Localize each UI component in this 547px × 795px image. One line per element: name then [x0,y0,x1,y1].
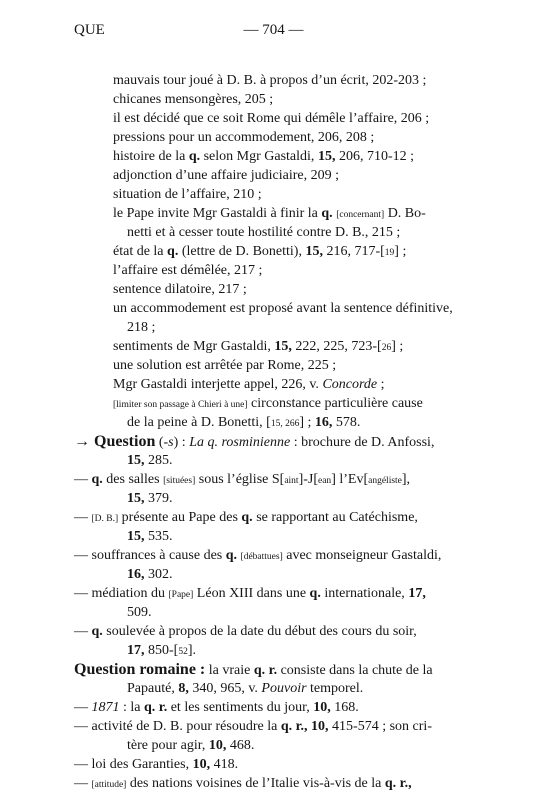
index-line [113,90,273,109]
index-text: 285. [144,453,173,468]
index-text: 168. [330,700,359,715]
index-text: [Pape] [168,590,194,600]
index-text: se rapportant au Catéchisme, [252,510,418,525]
index-text: 15, [127,453,145,468]
index-text: 10, [313,700,331,715]
index-text: q. [225,548,238,563]
index-text: q. r. [253,663,278,678]
index-text: 302. [144,567,173,582]
index-text: 1871 [91,700,120,715]
index-text: sentiments de Mgr Gastaldi, [113,339,275,354]
index-text: sentence dilatoire, 217 ; [113,282,247,297]
index-text: 415-574 ; son cri- [328,719,432,734]
index-text: 578. [332,415,361,430]
index-line [113,375,385,394]
index-text: 17, [408,586,426,601]
index-text: angéliste [368,476,402,486]
index-line [127,603,152,622]
index-line [74,546,441,567]
index-text: 19 [384,248,395,258]
index-line [127,413,360,434]
index-line [127,679,363,698]
index-text: [attitude] [91,780,127,790]
index-text: chicanes mensongères, 205 ; [113,92,274,107]
index-text: ]. [187,643,196,658]
index-line [113,261,262,280]
index-text: ] l’Ev[ [331,472,369,487]
index-text: 535. [144,529,173,544]
index-line [74,584,426,605]
index-text: q. [91,472,103,487]
index-text: ] ; [299,415,315,430]
index-text: ], [401,472,411,487]
index-text: ] ; [391,339,404,354]
index-text: q. [91,624,103,639]
page-number: — 704 — [243,22,304,38]
index-text: des salles [102,472,164,487]
index-text: 16, [314,415,333,430]
index-text: ) : [173,435,190,450]
index-text: 10, [311,719,329,734]
index-line [74,470,410,491]
index-text: [concernant] [336,210,385,220]
index-text: q. r., [280,719,308,734]
index-text: situation de l’affaire, 210 ; [113,187,262,202]
index-line [113,109,429,128]
index-text: avec monseigneur Gastaldi, [282,548,442,563]
index-text: 206, 710-12 ; [335,149,414,164]
index-line [127,489,173,508]
index-text: — [74,776,92,791]
index-text: [situées] [163,476,196,486]
index-text: 17, [127,643,145,658]
index-text: et les sentiments du jour, [167,700,314,715]
index-text: temporel. [306,681,364,696]
index-line [74,432,434,452]
index-text: q. [309,586,321,601]
index-text: — [74,510,92,525]
index-text: mauvais tour joué à D. B. à propos d’un écrit, 202-203 ; [113,73,427,88]
index-text: q. [167,244,179,259]
index-text: un accommodement est proposé avant la sentence définitive, [113,301,453,316]
index-line [74,508,418,529]
index-text: 850-[ [144,643,179,658]
index-text: La q. rosminienne [189,435,291,450]
index-text: 15, [274,339,292,354]
index-text: 15, [317,149,336,164]
index-text: 379. [144,491,173,506]
index-line [127,451,173,470]
index-text: Léon XIII dans une [193,586,310,601]
index-text: [débattues] [240,552,283,562]
index-line [127,318,155,337]
index-text: adjonction d’une affaire judiciaire, 209 ; [113,168,339,183]
index-text: [D. B.] [91,514,119,524]
index-text: 340, 965, v. [188,681,262,696]
index-text: : brochure de D. Anfossi, [290,435,435,450]
index-line [113,204,426,225]
index-text: des nations voisines de l’Italie vis-à-vis de la [126,776,385,791]
index-text: D. Bo- [384,206,426,221]
index-text: Question romaine : [74,661,206,678]
index-text: sous l’église S[ [195,472,285,487]
index-text: ]-J[ [298,472,318,487]
index-text: 218 ; [127,320,156,335]
index-text: : la [119,700,144,715]
index-text: — loi des Garanties, [74,757,193,772]
index-text: — [74,624,92,639]
index-line [113,71,426,90]
index-text: 15, 266 [270,419,300,429]
index-text: aint [284,476,299,486]
index-text: — activité de D. B. pour résoudre la [74,719,281,734]
index-line [74,774,412,795]
index-text: 10, [192,757,211,772]
index-text: il est décidé que ce soit Rome qui démêle l’affaire, 206 ; [113,111,430,126]
index-text: consiste dans la chute de la [277,663,433,678]
index-line [74,755,238,774]
index-line [113,280,247,299]
index-text: présente au Pape des [118,510,242,525]
index-line [113,356,336,375]
index-text: — souffrances à cause des [74,548,226,563]
index-text: 26 [381,343,392,353]
index-text: 15, [127,491,145,506]
index-text: 468. [226,738,255,753]
index-text: 216, 717-[ [322,244,385,259]
index-text: selon Mgr Gastaldi, [200,149,318,164]
index-text: 15, [127,529,145,544]
index-text: (lettre de D. Bonetti), [178,244,306,259]
index-text: 52 [178,647,188,657]
index-text: netti et à cesser toute hostilité contre D. B., 215 ; [127,225,401,240]
index-text: l’affaire est démêlée, 217 ; [113,263,263,278]
index-line [113,185,262,204]
index-text: la vraie [205,663,254,678]
index-text: ean [318,476,332,486]
index-text: ] ; [394,244,407,259]
index-text: [limiter son passage à Chieri à une] [113,400,248,410]
index-text: tère pour agir, [127,738,209,753]
index-text: q. r., [384,776,412,791]
index-line [113,299,453,318]
index-text: 8, [178,681,189,696]
index-text: pressions pour un accommodement, 206, 208 ; [113,130,375,145]
index-text: histoire de la [113,149,189,164]
index-text: Mgr Gastaldi interjette appel, 226, v. [113,377,323,392]
index-line [127,641,196,662]
index-text: 509. [127,605,152,620]
index-text: q. [321,206,333,221]
index-text: 222, 225, 723-[ [291,339,382,354]
index-text: Concorde [322,377,378,392]
index-text: 15, [305,244,323,259]
index-line [113,166,339,185]
index-text: une solution est arrêtée par Rome, 225 ; [113,358,337,373]
index-text: de la peine à D. Bonetti, [ [127,415,271,430]
index-line [127,736,254,755]
index-text: internationale, [320,586,409,601]
index-text: Pouvoir [261,681,307,696]
index-line [113,242,406,263]
index-text: -s [163,435,174,450]
index-text: — médiation du [74,586,169,601]
index-line [113,128,374,147]
index-line [113,337,403,358]
index-text: 16, [127,567,145,582]
index-line [74,698,359,717]
index-text: 418. [210,757,239,772]
index-text: le Pape invite Mgr Gastaldi à finir la [113,206,322,221]
index-text: circonstance particulière cause [247,396,423,411]
index-line [74,660,433,680]
index-text: soulevée à propos de la date du début des cours du soir, [102,624,417,639]
index-line [74,717,432,736]
running-head: QUE [74,22,105,38]
index-text: → Question [74,433,156,450]
index-text: q. [241,510,253,525]
index-text: — [74,700,92,715]
index-text: Papauté, [127,681,179,696]
index-text: ; [377,377,385,392]
index-text: — [74,472,92,487]
index-line [127,565,173,584]
index-line [113,147,414,166]
index-text: 10, [208,738,227,753]
index-line [127,223,400,242]
index-text: état de la [113,244,168,259]
index-line [113,394,423,415]
index-text: ( [155,435,164,450]
index-line [74,622,417,641]
index-text: q. r. [144,700,168,715]
index-text: q. [188,149,201,164]
index-line [127,527,173,546]
